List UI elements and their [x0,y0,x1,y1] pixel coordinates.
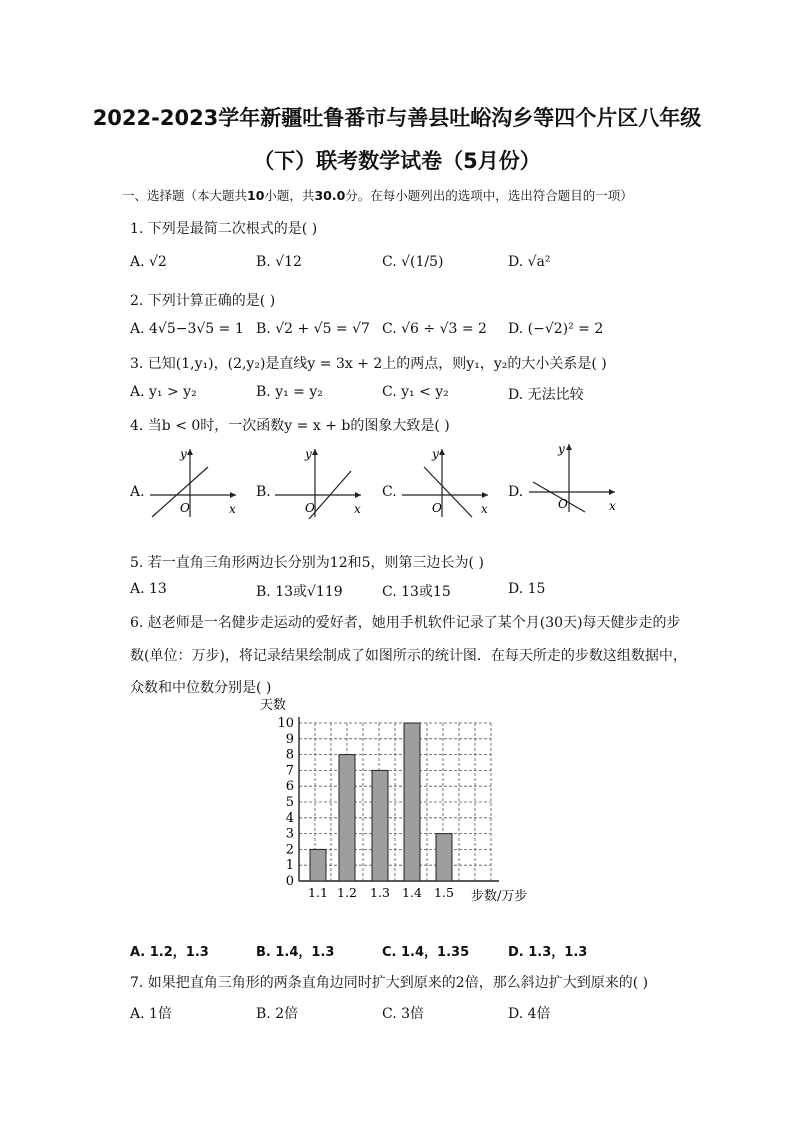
x-axis-label: x [354,502,361,516]
q6-option-d: D. 1.3，1.3 [508,945,588,960]
q4-graph-c [400,445,496,520]
q4-graph-d [527,440,623,515]
q6-line3: 众数和中位数分别是( ) [130,680,272,696]
q3-option-b: B. y₁ = y₂ [256,384,323,400]
q4-graph-a [148,445,244,520]
q3-option-a: A. y₁ > y₂ [130,384,197,400]
q1-option-b: B. √12 [256,254,302,270]
q7-option-d: D. 4倍 [508,1006,551,1022]
q3-option-d: D. 无法比较 [508,387,584,403]
q4-option-a: A. [130,484,145,500]
y-tick-label: 10 [277,716,294,731]
y-tick-label: 4 [285,810,294,826]
origin-label: O [432,501,442,515]
y-axis-label: y [432,447,439,461]
section-rest: 分。在每小题列出的选项中，选出符合题目的一项） [345,188,633,203]
q4-option-b: B. [256,484,271,500]
q2-option-b: B. √2 + √5 = √7 [256,321,370,337]
q4-stem: 4. 当b < 0时，一次函数y = x + b的图象大致是( ) [130,418,450,434]
q1-stem: 1. 下列是最简二次根式的是( ) [130,221,318,237]
section-mid: 小题，共 [264,188,315,203]
section-count: 10 [247,188,265,203]
origin-label: O [305,501,315,515]
q2-stem: 2. 下列计算正确的是( ) [130,293,276,309]
q4-graph-b [273,445,369,520]
q7-option-a: A. 1倍 [130,1006,172,1022]
section-label: 一、选择题（本大题共 [122,188,248,203]
q2-option-d: D. (−√2)² = 2 [508,321,604,337]
x-axis-label: x [229,502,236,516]
q1-option-a: A. √2 [130,254,167,270]
chart-x-label: 步数/万步 [471,889,528,904]
origin-label: O [180,501,190,515]
x-axis-label: x [609,499,616,513]
q6-line1: 6. 赵老师是一名健步走运动的爱好者，她用手机软件记录了某个月(30天)每天健步走的步 [130,615,681,631]
q3-option-c: C. y₁ < y₂ [382,384,449,400]
q3-stem: 3. 已知(1,y₁)，(2,y₂)是直线y = 3x + 2上的两点，则y₁，y₂的大小关系是( ) [130,356,607,372]
q7-stem: 7. 如果把直角三角形的两条直角边同时扩大到原来的2倍，那么斜边扩大到原来的( ) [130,975,649,991]
y-tick-label: 3 [285,826,294,842]
q4-option-d: D. [508,484,524,500]
q5-option-b: B. 13或√119 [256,584,343,600]
y-tick-label: 5 [285,795,294,810]
q6-option-c: C. 1.4，1.35 [382,945,470,960]
steps-bar-chart [255,692,545,917]
section-score: 30.0 [314,188,346,203]
y-tick-label: 7 [285,763,294,779]
q2-option-c: C. √6 ÷ √3 = 2 [382,321,487,337]
y-axis-label: y [558,442,565,456]
q4-option-c: C. [382,484,397,500]
exam-title-line1: 2022-2023学年新疆吐鲁番市与善县吐峪沟乡等四个片区八年级 [92,106,702,130]
y-tick-label: 1 [285,858,294,874]
q6-option-b: B. 1.4，1.3 [256,945,335,960]
bar-1.1 [310,849,326,881]
q1-option-d: D. √a² [508,254,551,270]
y-axis-label: y [305,447,312,461]
bar-1.2 [339,755,355,881]
origin-label: O [558,497,568,511]
x-tick-label: 1.5 [434,885,454,900]
y-tick-label: 6 [285,779,294,795]
bar-1.5 [436,834,452,881]
q5-stem: 5. 若一直角三角形两边长分别为12和5，则第三边长为( ) [130,555,484,571]
y-tick-label: 2 [285,842,294,858]
x-tick-label: 1.3 [370,885,390,900]
y-axis-label: y [180,447,187,461]
section-header [122,186,633,204]
exam-title-line2: （下）联考数学试卷（5月份） [253,149,541,173]
q1-option-c: C. √(1/5) [382,254,444,270]
bar-1.3 [372,770,388,881]
q2-option-a: A. 4√5−3√5 = 1 [130,321,244,337]
x-tick-label: 1.1 [308,885,328,900]
x-axis-label: x [481,502,488,516]
bar-1.4 [404,723,420,881]
y-tick-label: 8 [285,747,294,763]
chart-y-label: 天数 [260,698,287,713]
q5-option-d: D. 15 [508,581,546,597]
x-tick-label: 1.2 [337,885,357,900]
x-tick-label: 1.4 [402,885,422,900]
q6-option-a: A. 1.2，1.3 [130,945,209,960]
q6-line2: 数(单位：万步)，将记录结果绘制成了如图所示的统计图．在每天所走的步数这组数据中， [130,648,687,664]
q5-option-c: C. 13或15 [382,584,451,600]
q5-option-a: A. 13 [130,581,167,597]
q7-option-b: B. 2倍 [256,1006,299,1022]
y-tick-label: 9 [285,731,294,747]
y-tick-label: 0 [285,874,294,889]
q7-option-c: C. 3倍 [382,1006,425,1022]
